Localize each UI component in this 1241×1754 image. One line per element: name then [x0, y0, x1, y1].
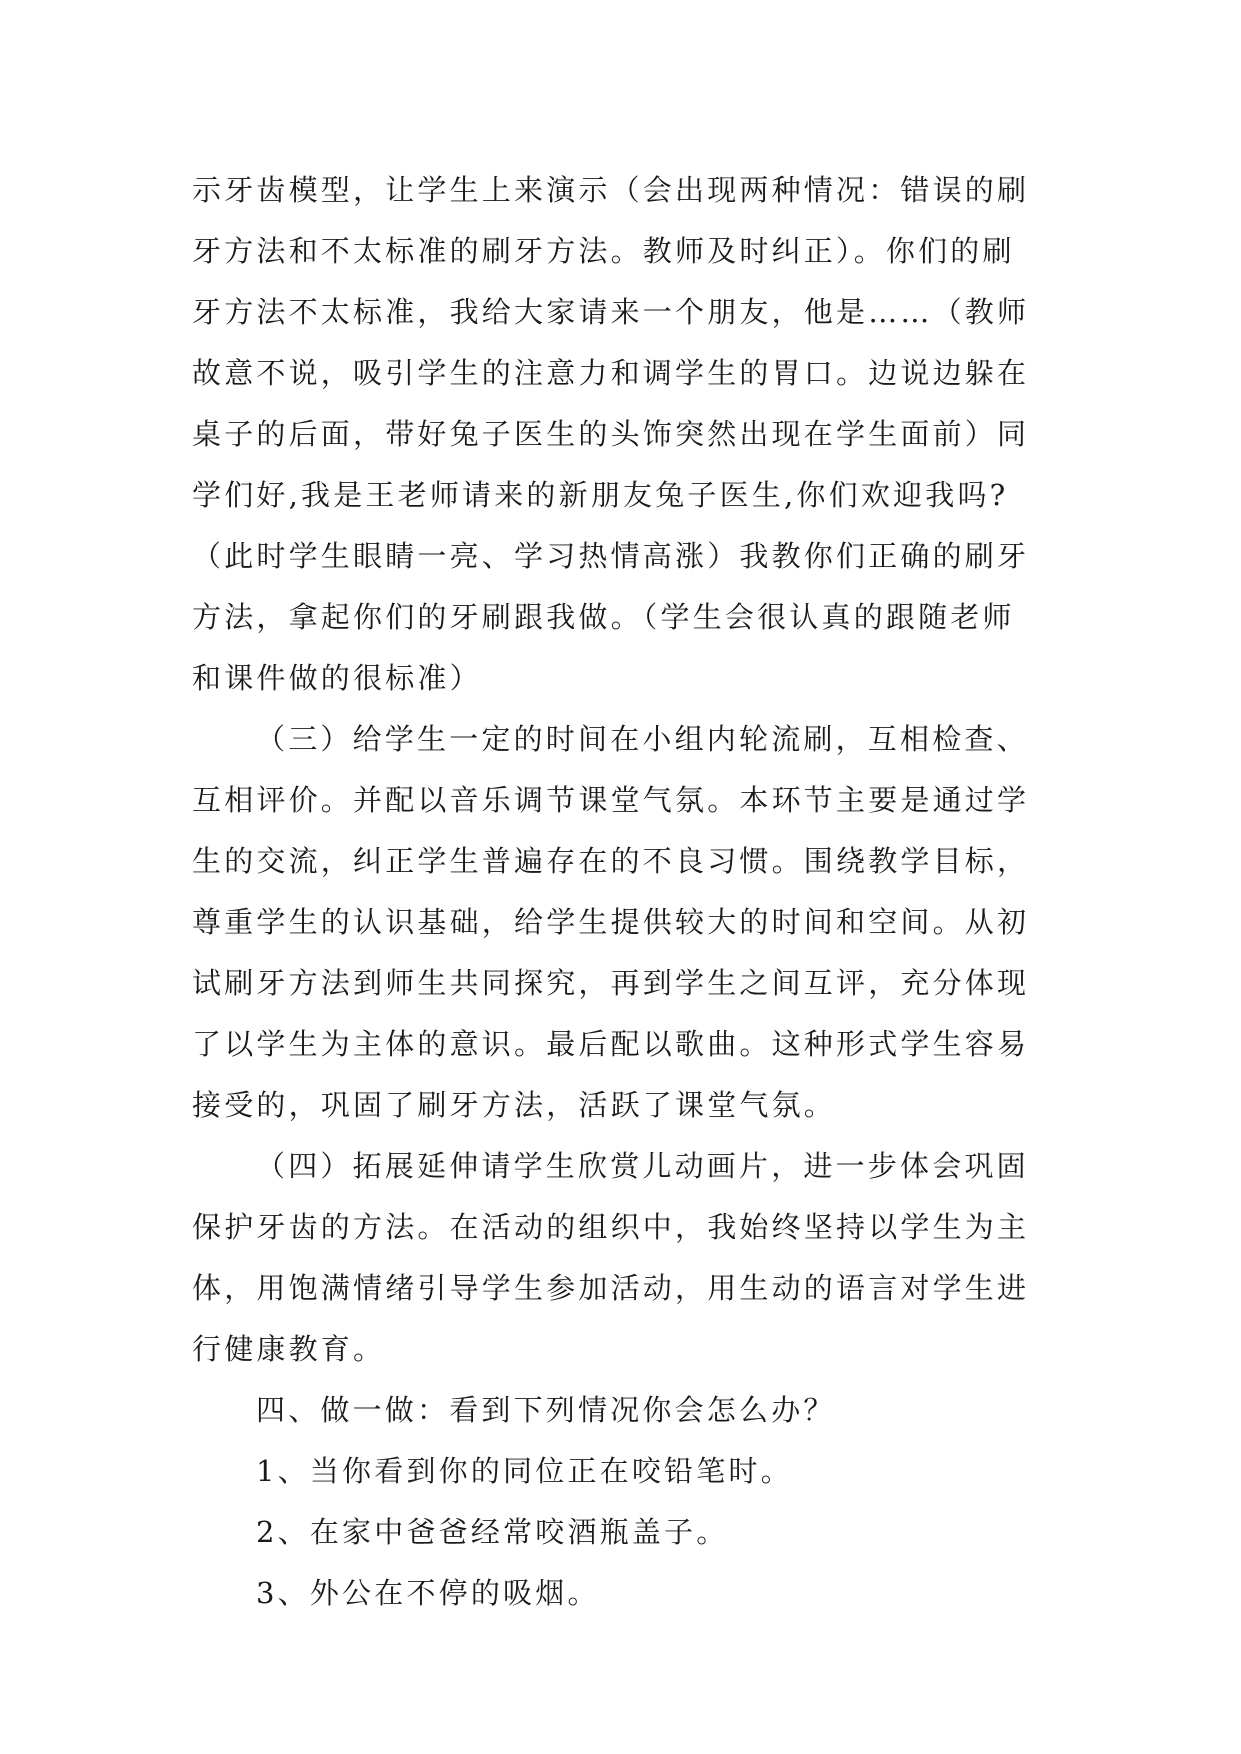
paragraph-line: 互相评价。并配以音乐调节课堂气氛。本环节主要是通过学 [192, 783, 1030, 817]
paragraph-line: 行健康教育。 [192, 1332, 386, 1366]
paragraph-line: 桌子的后面，带好兔子医生的头饰突然出现在学生面前）同 [192, 417, 1030, 451]
paragraph-line: 牙方法和不太标准的刷牙方法。教师及时纠正）。你们的刷 [192, 234, 1015, 268]
paragraph-line: 故意不说，吸引学生的注意力和调学生的胃口。边说边躲在 [192, 356, 1030, 390]
paragraph-line: 牙方法不太标准，我给大家请来一个朋友，他是……（教师 [192, 295, 1030, 329]
paragraph-line: 示牙齿模型，让学生上来演示（会出现两种情况：错误的刷 [192, 173, 1030, 207]
paragraph-line: 尊重学生的认识基础，给学生提供较大的时间和空间。从初 [192, 905, 1030, 939]
paragraph-line: 方法，拿起你们的牙刷跟我做。（学生会很认真的跟随老师 [192, 600, 1015, 634]
paragraph-line: 体，用饱满情绪引导学生参加活动，用生动的语言对学生进 [192, 1271, 1030, 1305]
paragraph-line: 生的交流，纠正学生普遍存在的不良习惯。围绕教学目标， [192, 844, 1030, 878]
section-heading: 四、做一做：看到下列情况你会怎么办？ [256, 1393, 836, 1427]
paragraph-line: （此时学生眼睛一亮、学习热情高涨）我教你们正确的刷牙 [192, 539, 1030, 573]
paragraph-line: 试刷牙方法到师生共同探究，再到学生之间互评，充分体现 [192, 966, 1030, 1000]
paragraph-line: 接受的，巩固了刷牙方法，活跃了课堂气氛。 [192, 1088, 837, 1122]
paragraph-line: 保护牙齿的方法。在活动的组织中，我始终坚持以学生为主 [192, 1210, 1030, 1244]
paragraph-line: 学们好,我是王老师请来的新朋友兔子医生,你们欢迎我吗? [192, 478, 1009, 512]
list-item: 3、外公在不停的吸烟。 [256, 1576, 600, 1610]
paragraph-line: 和课件做的很标准） [192, 661, 482, 695]
paragraph-line: （四）拓展延伸请学生欣赏儿动画片，进一步体会巩固 [256, 1149, 1029, 1183]
paragraph-line: 了以学生为主体的意识。最后配以歌曲。这种形式学生容易 [192, 1027, 1030, 1061]
paragraph-line: （三）给学生一定的时间在小组内轮流刷，互相检查、 [256, 722, 1029, 756]
list-item: 2、在家中爸爸经常咬酒瓶盖子。 [256, 1515, 729, 1549]
document-body [192, 160, 1072, 1624]
list-item: 1、当你看到你的同位正在咬铅笔时。 [256, 1454, 793, 1488]
